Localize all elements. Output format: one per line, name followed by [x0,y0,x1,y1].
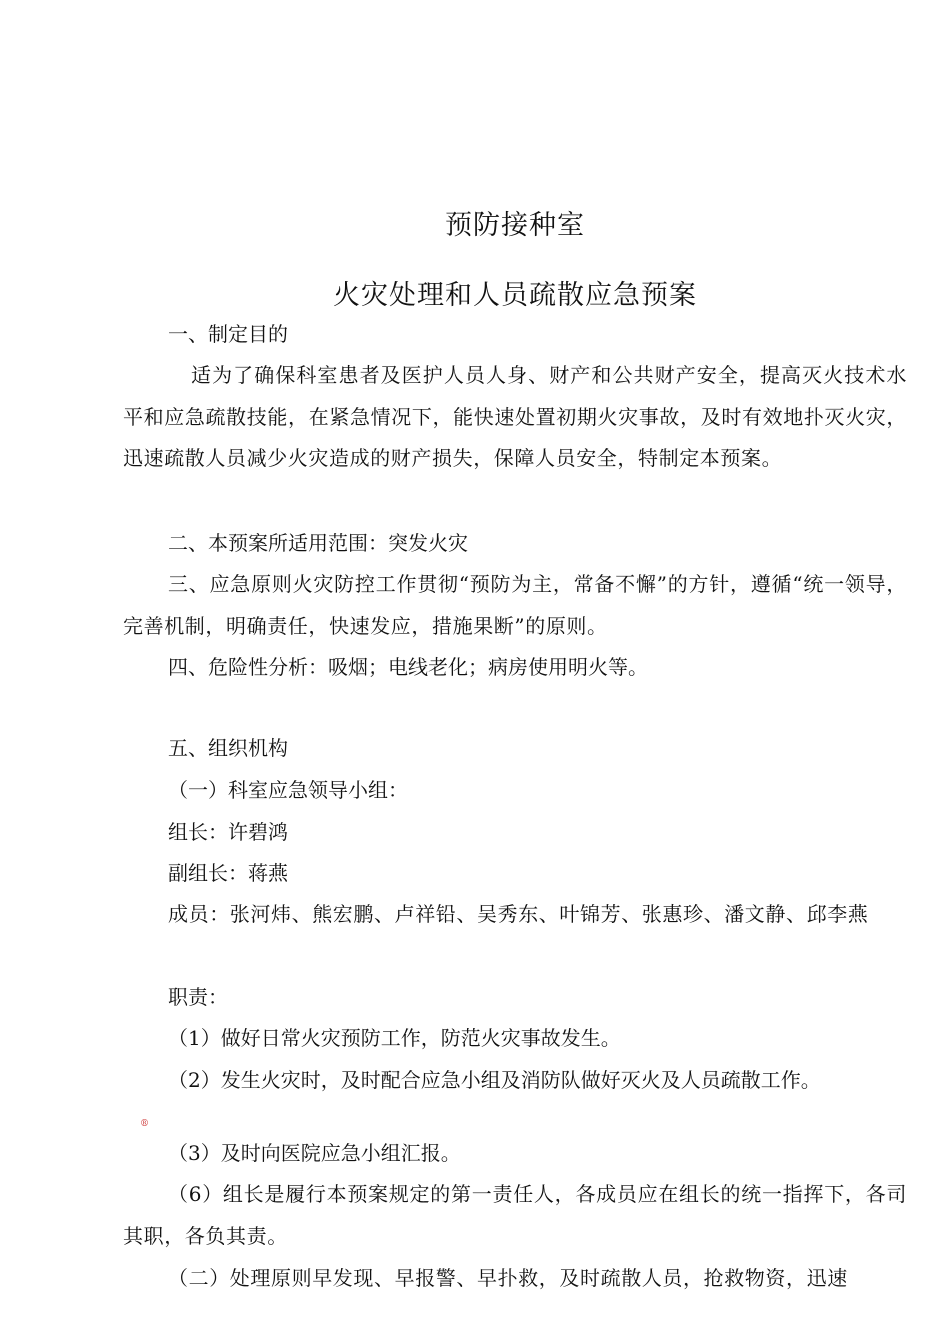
duty-item-6: （6）组长是履行本预案规定的第一责任人，各成员应在组长的统一指挥下，各司其职，各负其责。 [123,1182,907,1248]
group-leader: 组长：许碧鸿 [168,820,288,844]
duty-item-2: （2）发生火灾时，及时配合应急小组及消防队做好灭火及人员疏散工作。 [168,1068,821,1092]
group-deputy-leader: 副组长：蒋燕 [168,861,288,885]
section3-principles: 三、应急原则火灾防控工作贯彻“预防为主，常备不懈”的方针，遵循“统一领导，完善机制，明确责任，快速发应，措施果断”的原则。 [123,572,907,638]
section5-heading: 五、组织机构 [168,736,288,760]
group-members: 成员：张河炜、熊宏鹏、卢祥铅、吴秀东、叶锦芳、张惠珍、潘文静、邱李燕 [168,902,869,926]
section4-risk-analysis: 四、危险性分析：吸烟；电线老化；病房使用明火等。 [168,655,648,679]
section2-scope: 二、本预案所适用范围：突发火灾 [168,531,468,555]
section1-body: 适为了确保科室患者及医护人员人身、财产和公共财产安全，提高灭火技术水平和应急疏散技能，在紧急情况下，能快速处置初期火灾事故，及时有效地扑灭火灾，迅速疏散人员减少火灾造成的财产损失，保障人员安全，特制定本预案。 [123,363,907,470]
title-plan: 火灾处理和人员疏散应急预案 [333,280,697,311]
small-mark: ® [140,1119,149,1129]
group-heading: （一）科室应急领导小组： [168,778,408,802]
handling-principles: （二）处理原则早发现、早报警、早扑救，及时疏散人员，抢救物资，迅速 [168,1266,848,1290]
duties-heading: 职责： [168,985,228,1009]
duty-item-1: （1）做好日常火灾预防工作，防范火灾事故发生。 [168,1026,621,1050]
duty-item-3: （3）及时向医院应急小组汇报。 [168,1141,461,1165]
title-department: 预防接种室 [445,210,585,241]
section1-heading: 一、制定目的 [168,322,288,346]
